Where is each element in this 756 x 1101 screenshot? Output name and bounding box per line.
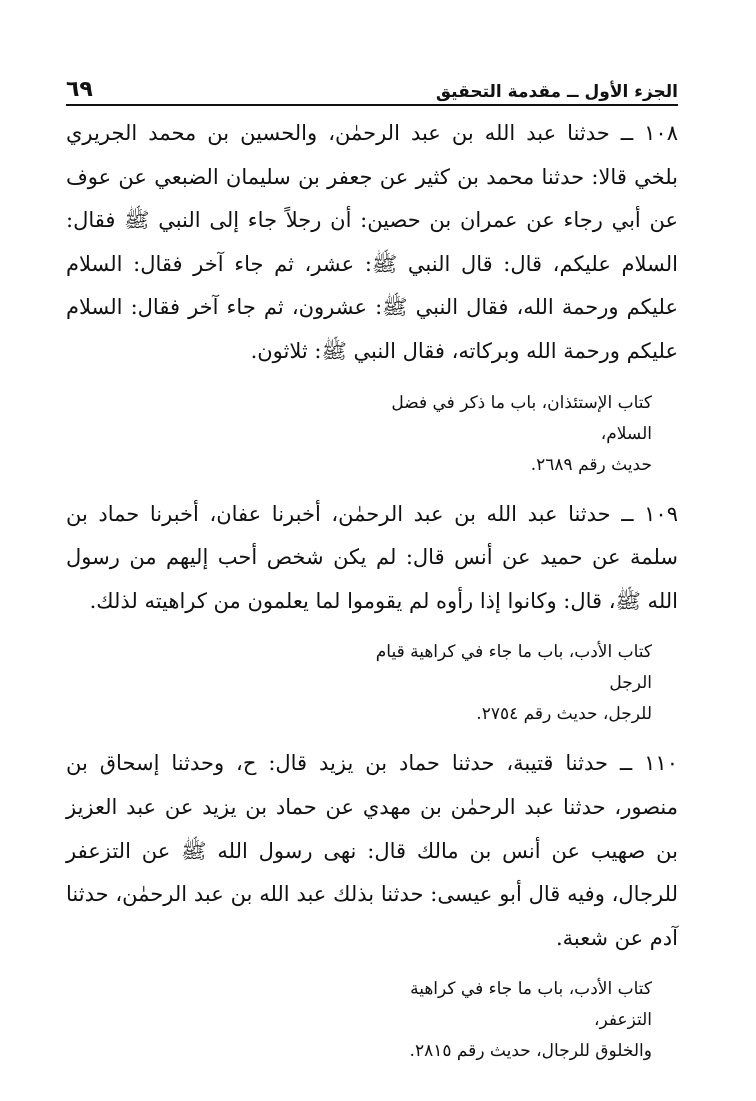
source-line: للرجل، حديث رقم ٢٧٥٤. — [476, 704, 652, 725]
page-header — [66, 70, 678, 106]
source-line: كتاب الإستئذان، باب ما ذكر في فضل السلام، — [391, 392, 652, 444]
page-number: ٦٩ — [66, 77, 93, 102]
hadith-paragraph: ١١٠ ــ حدثنا قتيبة، حدثنا حماد بن يزيد قال: ح، وحدثنا إسحاق بن منصور، حدثنا عبد الرحمٰن بن مهدي عن حماد بن يزيد عن عبد العزيز بن صهيب عن أنس بن مالك قال: نهى رسول الله ﷺ عن التزعفر للرجال، وفيه قال أبو عيسى: حدثنا بذلك عبد الله بن عبد الرحمٰن، حدثنا آدم عن شعبة. — [66, 751, 678, 950]
hadith-paragraph: ١٠٩ ــ حدثنا عبد الله بن عبد الرحمٰن، أخبرنا عفان، أخبرنا حماد بن سلمة عن حميد عن أنس قال: لم يكن شخص أحب إليهم من رسول الله ﷺ، قال: وكانوا إذا رأوه لم يقوموا لما يعلمون من كراهيته لذلك. — [66, 501, 678, 613]
source-line: حديث رقم ٢٦٨٩. — [530, 454, 652, 475]
source-reference — [352, 637, 652, 730]
hadith-paragraph: ١٠٨ ــ حدثنا عبد الله بن عبد الرحمٰن، والحسين بن محمد الجريري بلخي قالا: حدثنا محمد بن كثير عن جعفر بن سليمان الضبعي عن عوف عن أبي رجاء عن عمران بن حصين: أن رجلاً جاء إلى النبي ﷺ فقال: السلام عليكم، قال: قال النبي ﷺ: عشر، ثم جاء آخر فقال: السلام عليكم ورحمة الله، فقال النبي ﷺ: عشرون، ثم جاء آخر فقال: السلام عليكم ورحمة الله وبركاته، فقال النبي ﷺ: ثلاثون. — [66, 121, 678, 363]
source-line: كتاب الأدب، باب ما جاء في كراهية قيام الرجل — [375, 642, 652, 694]
source-line: كتاب الأدب، باب ما جاء في كراهية التزعفر، — [410, 979, 652, 1031]
source-reference — [352, 974, 652, 1067]
source-line: والخلوق للرجال، حديث رقم ٢٨١٥. — [409, 1041, 652, 1062]
source-reference — [352, 388, 652, 481]
running-title: الجزء الأول ــ مقدمة التحقيق — [435, 82, 678, 102]
